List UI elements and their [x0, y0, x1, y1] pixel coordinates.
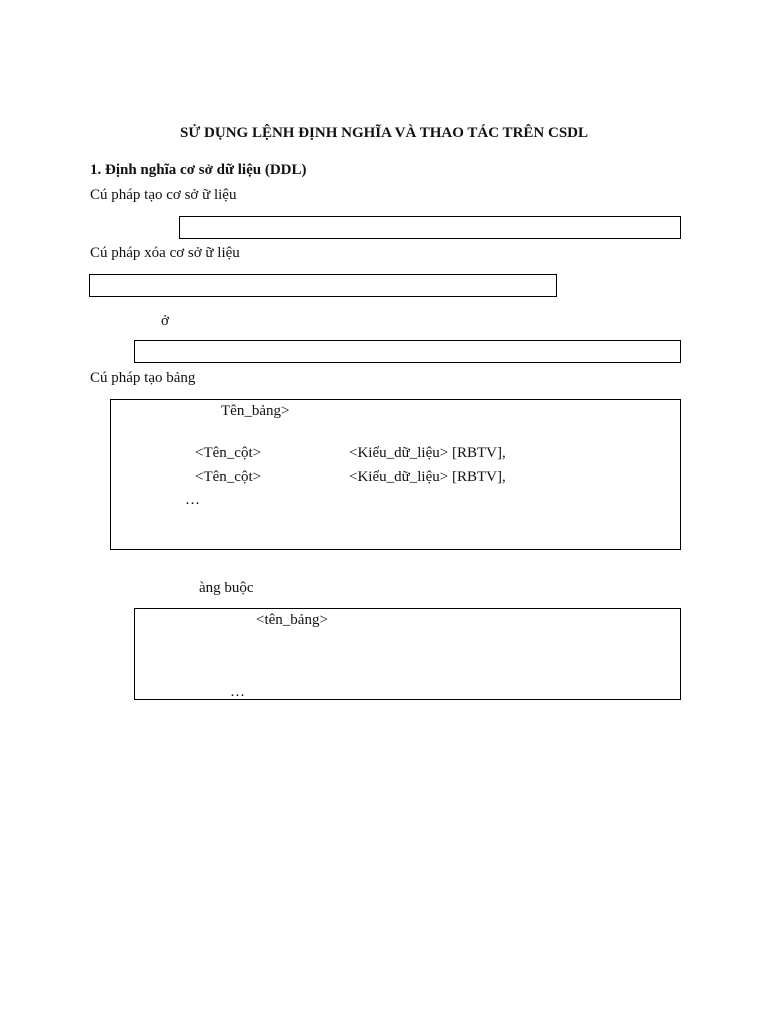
document-title: SỬ DỤNG LỆNH ĐỊNH NGHĨA VÀ THAO TÁC TRÊN CSDL — [180, 125, 588, 141]
constraint-label: àng buộc — [199, 580, 254, 596]
drop-database-syntax-box — [89, 274, 557, 297]
create-table-syntax-box — [110, 399, 681, 550]
constraint-syntax-box — [134, 608, 681, 700]
use-database-label-fragment: ở — [161, 313, 169, 329]
use-database-syntax-box — [134, 340, 681, 363]
constraint-ellipsis: … — [230, 684, 245, 700]
drop-database-label: Cú pháp xóa cơ sở ữ liệu — [90, 245, 240, 261]
create-table-column-name-2: <Tên_cột> — [195, 469, 262, 485]
create-table-label: Cú pháp tạo bảng — [90, 370, 196, 386]
create-database-syntax-box — [179, 216, 681, 239]
create-database-label: Cú pháp tạo cơ sở ữ liệu — [90, 187, 237, 203]
create-table-column-type-2: <Kiểu_dữ_liệu> [RBTV], — [349, 469, 506, 485]
section-heading-ddl: 1. Định nghĩa cơ sở dữ liệu (DDL) — [90, 162, 307, 178]
constraint-table-name: <tên_bảng> — [256, 612, 328, 628]
create-table-table-name: Tên_bảng> — [221, 403, 290, 419]
create-table-column-type-1: <Kiểu_dữ_liệu> [RBTV], — [349, 445, 506, 461]
create-table-column-name-1: <Tên_cột> — [195, 445, 262, 461]
create-table-ellipsis: … — [185, 492, 200, 508]
